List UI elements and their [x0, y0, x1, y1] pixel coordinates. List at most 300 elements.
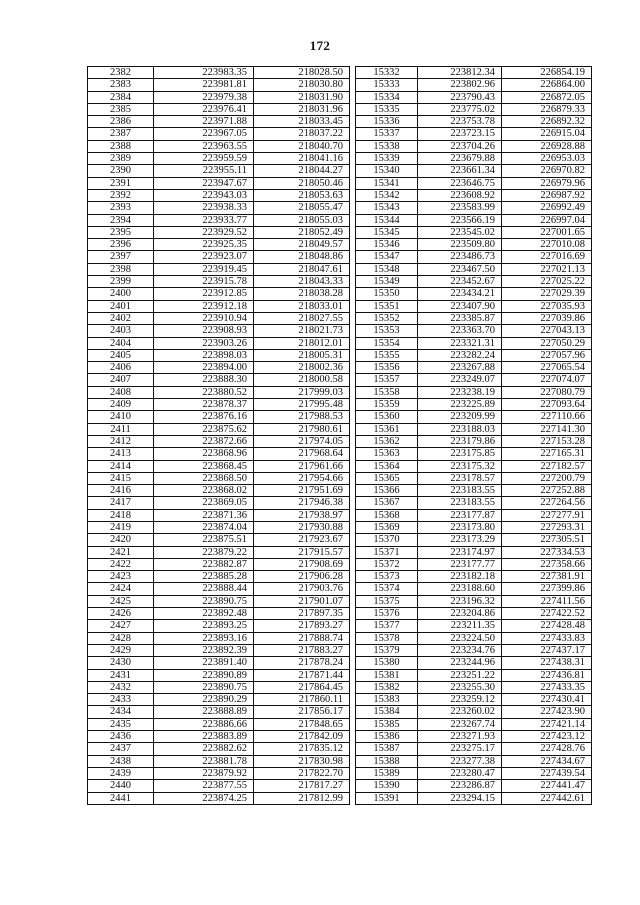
table-row	[88, 571, 592, 583]
right-point-id-cell: 15367	[356, 497, 418, 509]
left-y-cell: 218033.45	[254, 116, 350, 128]
left-point-id-cell: 2434	[88, 706, 154, 718]
left-y-cell: 217954.66	[254, 472, 350, 484]
left-point-id-cell: 2396	[88, 239, 154, 251]
right-x-cell: 223209.99	[418, 411, 502, 423]
right-point-id-cell: 15360	[356, 411, 418, 423]
left-y-cell: 217903.76	[254, 583, 350, 595]
left-x-cell: 223890.29	[154, 694, 254, 706]
right-x-cell: 223407.90	[418, 300, 502, 312]
right-y-cell: 227334.53	[502, 546, 592, 558]
left-x-cell: 223947.67	[154, 177, 254, 189]
right-point-id-cell: 15345	[356, 226, 418, 238]
left-y-cell: 217835.12	[254, 743, 350, 755]
left-x-cell: 223882.62	[154, 743, 254, 755]
left-x-cell: 223885.28	[154, 571, 254, 583]
right-x-cell: 223802.96	[418, 79, 502, 91]
left-point-id-cell: 2420	[88, 534, 154, 546]
table-row	[88, 300, 592, 312]
left-point-id-cell: 2407	[88, 374, 154, 386]
right-x-cell: 223812.34	[418, 67, 502, 79]
left-point-id-cell: 2423	[88, 571, 154, 583]
left-y-cell: 218040.70	[254, 140, 350, 152]
right-point-id-cell: 15333	[356, 79, 418, 91]
table-row	[88, 497, 592, 509]
left-y-cell: 217915.57	[254, 546, 350, 558]
right-point-id-cell: 15350	[356, 288, 418, 300]
left-x-cell: 223881.78	[154, 755, 254, 767]
left-point-id-cell: 2441	[88, 792, 154, 804]
table-row	[88, 706, 592, 718]
table-row	[88, 91, 592, 103]
left-x-cell: 223890.75	[154, 681, 254, 693]
right-x-cell: 223183.55	[418, 497, 502, 509]
left-y-cell: 218000.58	[254, 374, 350, 386]
table-row	[88, 177, 592, 189]
right-y-cell: 227358.66	[502, 558, 592, 570]
right-x-cell: 223175.85	[418, 448, 502, 460]
right-x-cell: 223267.74	[418, 718, 502, 730]
right-point-id-cell: 15359	[356, 399, 418, 411]
left-x-cell: 223925.35	[154, 239, 254, 251]
left-y-cell: 217923.67	[254, 534, 350, 546]
left-point-id-cell: 2391	[88, 177, 154, 189]
left-point-id-cell: 2383	[88, 79, 154, 91]
table-row	[88, 67, 592, 79]
right-x-cell: 223179.86	[418, 435, 502, 447]
right-point-id-cell: 15372	[356, 558, 418, 570]
left-y-cell: 218005.31	[254, 349, 350, 361]
left-x-cell: 223923.07	[154, 251, 254, 263]
right-y-cell: 227433.35	[502, 681, 592, 693]
right-y-cell: 227016.69	[502, 251, 592, 263]
right-y-cell: 227093.64	[502, 399, 592, 411]
right-point-id-cell: 15335	[356, 103, 418, 115]
table-row	[88, 189, 592, 201]
left-point-id-cell: 2387	[88, 128, 154, 140]
table-row	[88, 731, 592, 743]
table-row	[88, 349, 592, 361]
right-x-cell: 223545.02	[418, 226, 502, 238]
left-point-id-cell: 2438	[88, 755, 154, 767]
left-point-id-cell: 2426	[88, 608, 154, 620]
left-point-id-cell: 2424	[88, 583, 154, 595]
right-x-cell: 223486.73	[418, 251, 502, 263]
right-point-id-cell: 15365	[356, 472, 418, 484]
left-x-cell: 223883.89	[154, 731, 254, 743]
left-y-cell: 218033.01	[254, 300, 350, 312]
left-y-cell: 218043.33	[254, 276, 350, 288]
right-point-id-cell: 15380	[356, 657, 418, 669]
table-row	[88, 386, 592, 398]
right-x-cell: 223251.22	[418, 669, 502, 681]
left-y-cell: 217908.69	[254, 558, 350, 570]
left-y-cell: 217897.35	[254, 608, 350, 620]
left-x-cell: 223938.33	[154, 202, 254, 214]
right-point-id-cell: 15371	[356, 546, 418, 558]
left-y-cell: 217938.97	[254, 509, 350, 521]
left-y-cell: 217842.09	[254, 731, 350, 743]
right-point-id-cell: 15358	[356, 386, 418, 398]
right-x-cell: 223363.70	[418, 325, 502, 337]
table-row	[88, 755, 592, 767]
right-point-id-cell: 15351	[356, 300, 418, 312]
right-y-cell: 227153.28	[502, 435, 592, 447]
left-point-id-cell: 2422	[88, 558, 154, 570]
right-y-cell: 227065.54	[502, 362, 592, 374]
left-point-id-cell: 2409	[88, 399, 154, 411]
right-y-cell: 227399.86	[502, 583, 592, 595]
right-point-id-cell: 15366	[356, 485, 418, 497]
left-x-cell: 223910.94	[154, 312, 254, 324]
left-x-cell: 223891.40	[154, 657, 254, 669]
left-point-id-cell: 2418	[88, 509, 154, 521]
left-x-cell: 223908.93	[154, 325, 254, 337]
table-row	[88, 239, 592, 251]
right-x-cell: 223467.50	[418, 263, 502, 275]
left-x-cell: 223919.45	[154, 263, 254, 275]
right-y-cell: 227110.66	[502, 411, 592, 423]
left-point-id-cell: 2436	[88, 731, 154, 743]
left-point-id-cell: 2430	[88, 657, 154, 669]
right-x-cell: 223267.88	[418, 362, 502, 374]
table-row	[88, 337, 592, 349]
right-point-id-cell: 15334	[356, 91, 418, 103]
left-point-id-cell: 2429	[88, 644, 154, 656]
left-x-cell: 223898.03	[154, 349, 254, 361]
left-x-cell: 223877.55	[154, 780, 254, 792]
right-x-cell: 223753.78	[418, 116, 502, 128]
right-x-cell: 223238.19	[418, 386, 502, 398]
left-x-cell: 223880.52	[154, 386, 254, 398]
left-point-id-cell: 2399	[88, 276, 154, 288]
right-x-cell: 223183.55	[418, 485, 502, 497]
right-point-id-cell: 15390	[356, 780, 418, 792]
left-x-cell: 223893.16	[154, 632, 254, 644]
right-y-cell: 227411.56	[502, 595, 592, 607]
table-row	[88, 460, 592, 472]
right-x-cell: 223204.86	[418, 608, 502, 620]
right-point-id-cell: 15356	[356, 362, 418, 374]
right-x-cell: 223509.80	[418, 239, 502, 251]
left-y-cell: 217901.07	[254, 595, 350, 607]
right-y-cell: 226997.04	[502, 214, 592, 226]
left-point-id-cell: 2386	[88, 116, 154, 128]
right-x-cell: 223704.26	[418, 140, 502, 152]
left-y-cell: 217864.45	[254, 681, 350, 693]
left-point-id-cell: 2432	[88, 681, 154, 693]
right-y-cell: 227057.96	[502, 349, 592, 361]
left-point-id-cell: 2385	[88, 103, 154, 115]
right-y-cell: 227428.76	[502, 743, 592, 755]
left-y-cell: 217817.27	[254, 780, 350, 792]
left-y-cell: 218038.28	[254, 288, 350, 300]
table-row	[88, 251, 592, 263]
table-row	[88, 657, 592, 669]
left-x-cell: 223868.02	[154, 485, 254, 497]
left-y-cell: 217961.66	[254, 460, 350, 472]
right-y-cell: 227043.13	[502, 325, 592, 337]
table-row	[88, 448, 592, 460]
right-point-id-cell: 15383	[356, 694, 418, 706]
right-point-id-cell: 15373	[356, 571, 418, 583]
right-y-cell: 227442.61	[502, 792, 592, 804]
right-x-cell: 223385.87	[418, 312, 502, 324]
right-point-id-cell: 15387	[356, 743, 418, 755]
left-point-id-cell: 2435	[88, 718, 154, 730]
left-point-id-cell: 2425	[88, 595, 154, 607]
left-y-cell: 217951.69	[254, 485, 350, 497]
left-point-id-cell: 2405	[88, 349, 154, 361]
right-y-cell: 227428.48	[502, 620, 592, 632]
left-x-cell: 223981.81	[154, 79, 254, 91]
left-y-cell: 218028.50	[254, 67, 350, 79]
right-point-id-cell: 15362	[356, 435, 418, 447]
left-point-id-cell: 2404	[88, 337, 154, 349]
left-x-cell: 223967.05	[154, 128, 254, 140]
table-row	[88, 485, 592, 497]
left-y-cell: 217888.74	[254, 632, 350, 644]
right-x-cell: 223177.87	[418, 509, 502, 521]
right-y-cell: 227422.52	[502, 608, 592, 620]
right-point-id-cell: 15338	[356, 140, 418, 152]
right-y-cell: 226892.32	[502, 116, 592, 128]
right-point-id-cell: 15346	[356, 239, 418, 251]
left-point-id-cell: 2411	[88, 423, 154, 435]
left-y-cell: 217930.88	[254, 521, 350, 533]
right-y-cell: 226992.49	[502, 202, 592, 214]
left-y-cell: 217848.65	[254, 718, 350, 730]
right-y-cell: 226854.19	[502, 67, 592, 79]
right-y-cell: 227436.81	[502, 669, 592, 681]
left-point-id-cell: 2408	[88, 386, 154, 398]
left-point-id-cell: 2390	[88, 165, 154, 177]
left-y-cell: 217988.53	[254, 411, 350, 423]
left-y-cell: 217946.38	[254, 497, 350, 509]
right-point-id-cell: 15370	[356, 534, 418, 546]
right-point-id-cell: 15336	[356, 116, 418, 128]
table-row	[88, 509, 592, 521]
table-row	[88, 546, 592, 558]
left-y-cell: 218047.61	[254, 263, 350, 275]
right-x-cell: 223260.02	[418, 706, 502, 718]
right-point-id-cell: 15381	[356, 669, 418, 681]
left-x-cell: 223888.44	[154, 583, 254, 595]
right-point-id-cell: 15391	[356, 792, 418, 804]
left-point-id-cell: 2392	[88, 189, 154, 201]
right-y-cell: 226987.92	[502, 189, 592, 201]
right-y-cell: 226879.33	[502, 103, 592, 115]
left-point-id-cell: 2439	[88, 767, 154, 779]
right-point-id-cell: 15344	[356, 214, 418, 226]
left-y-cell: 218030.80	[254, 79, 350, 91]
right-y-cell: 227080.79	[502, 386, 592, 398]
left-x-cell: 223869.05	[154, 497, 254, 509]
right-x-cell: 223174.97	[418, 546, 502, 558]
left-point-id-cell: 2406	[88, 362, 154, 374]
right-y-cell: 226953.03	[502, 153, 592, 165]
table-row	[88, 632, 592, 644]
table-row	[88, 214, 592, 226]
left-point-id-cell: 2389	[88, 153, 154, 165]
right-point-id-cell: 15363	[356, 448, 418, 460]
left-x-cell: 223929.52	[154, 226, 254, 238]
left-y-cell: 218041.16	[254, 153, 350, 165]
table-row	[88, 263, 592, 275]
left-point-id-cell: 2397	[88, 251, 154, 263]
right-x-cell: 223277.38	[418, 755, 502, 767]
left-x-cell: 223888.30	[154, 374, 254, 386]
right-y-cell: 226915.04	[502, 128, 592, 140]
right-y-cell: 227381.91	[502, 571, 592, 583]
left-y-cell: 218049.57	[254, 239, 350, 251]
left-x-cell: 223886.66	[154, 718, 254, 730]
left-y-cell: 218031.96	[254, 103, 350, 115]
table-row	[88, 423, 592, 435]
right-x-cell: 223225.89	[418, 399, 502, 411]
right-x-cell: 223188.60	[418, 583, 502, 595]
left-y-cell: 218037.22	[254, 128, 350, 140]
left-y-cell: 217893.27	[254, 620, 350, 632]
left-y-cell: 218021.73	[254, 325, 350, 337]
left-x-cell: 223892.39	[154, 644, 254, 656]
left-y-cell: 218053.63	[254, 189, 350, 201]
table-row	[88, 694, 592, 706]
table-row	[88, 718, 592, 730]
right-y-cell: 226864.00	[502, 79, 592, 91]
right-point-id-cell: 15342	[356, 189, 418, 201]
right-y-cell: 227423.12	[502, 731, 592, 743]
left-y-cell: 218027.55	[254, 312, 350, 324]
left-y-cell: 218002.36	[254, 362, 350, 374]
left-point-id-cell: 2393	[88, 202, 154, 214]
page-number: 172	[309, 38, 331, 53]
right-y-cell: 227305.51	[502, 534, 592, 546]
table-row	[88, 780, 592, 792]
right-point-id-cell: 15337	[356, 128, 418, 140]
left-x-cell: 223890.75	[154, 595, 254, 607]
right-point-id-cell: 15340	[356, 165, 418, 177]
right-y-cell: 227438.31	[502, 657, 592, 669]
right-x-cell: 223452.67	[418, 276, 502, 288]
right-y-cell: 226872.05	[502, 91, 592, 103]
right-y-cell: 227165.31	[502, 448, 592, 460]
left-y-cell: 217968.64	[254, 448, 350, 460]
left-y-cell: 218052.49	[254, 226, 350, 238]
left-y-cell: 217980.61	[254, 423, 350, 435]
right-point-id-cell: 15375	[356, 595, 418, 607]
right-x-cell: 223723.15	[418, 128, 502, 140]
right-y-cell: 227021.13	[502, 263, 592, 275]
right-x-cell: 223661.34	[418, 165, 502, 177]
right-x-cell: 223196.32	[418, 595, 502, 607]
table-row	[88, 608, 592, 620]
right-point-id-cell: 15354	[356, 337, 418, 349]
right-x-cell: 223286.87	[418, 780, 502, 792]
left-point-id-cell: 2384	[88, 91, 154, 103]
left-x-cell: 223874.04	[154, 521, 254, 533]
right-y-cell: 227141.30	[502, 423, 592, 435]
right-y-cell: 227039.86	[502, 312, 592, 324]
right-x-cell: 223280.47	[418, 767, 502, 779]
right-x-cell: 223234.76	[418, 644, 502, 656]
left-y-cell: 217878.24	[254, 657, 350, 669]
right-x-cell: 223275.17	[418, 743, 502, 755]
right-point-id-cell: 15347	[356, 251, 418, 263]
table-row	[88, 595, 592, 607]
table-row	[88, 534, 592, 546]
left-y-cell: 217812.99	[254, 792, 350, 804]
right-y-cell: 227277.91	[502, 509, 592, 521]
right-point-id-cell: 15355	[356, 349, 418, 361]
left-x-cell: 223912.18	[154, 300, 254, 312]
left-x-cell: 223979.38	[154, 91, 254, 103]
right-y-cell: 227200.79	[502, 472, 592, 484]
left-x-cell: 223875.62	[154, 423, 254, 435]
left-point-id-cell: 2382	[88, 67, 154, 79]
left-point-id-cell: 2402	[88, 312, 154, 324]
right-point-id-cell: 15352	[356, 312, 418, 324]
right-point-id-cell: 15364	[356, 460, 418, 472]
right-y-cell: 227074.07	[502, 374, 592, 386]
left-y-cell: 218055.03	[254, 214, 350, 226]
table-row	[88, 669, 592, 681]
right-point-id-cell: 15382	[356, 681, 418, 693]
table-row	[88, 103, 592, 115]
right-point-id-cell: 15374	[356, 583, 418, 595]
table-row	[88, 644, 592, 656]
right-point-id-cell: 15357	[356, 374, 418, 386]
right-point-id-cell: 15389	[356, 767, 418, 779]
left-x-cell: 223876.16	[154, 411, 254, 423]
right-y-cell: 227182.57	[502, 460, 592, 472]
table-row	[88, 399, 592, 411]
table-row	[88, 128, 592, 140]
left-point-id-cell: 2433	[88, 694, 154, 706]
left-x-cell: 223963.55	[154, 140, 254, 152]
left-y-cell: 217822.70	[254, 767, 350, 779]
left-point-id-cell: 2417	[88, 497, 154, 509]
left-x-cell: 223983.35	[154, 67, 254, 79]
table-row	[88, 767, 592, 779]
left-x-cell: 223903.26	[154, 337, 254, 349]
table-row	[88, 226, 592, 238]
left-point-id-cell: 2421	[88, 546, 154, 558]
right-x-cell: 223608.92	[418, 189, 502, 201]
right-y-cell: 227029.39	[502, 288, 592, 300]
left-x-cell: 223943.03	[154, 189, 254, 201]
table-row	[88, 288, 592, 300]
left-x-cell: 223971.88	[154, 116, 254, 128]
table-row	[88, 276, 592, 288]
right-y-cell: 227433.83	[502, 632, 592, 644]
table-row	[88, 79, 592, 91]
left-point-id-cell: 2419	[88, 521, 154, 533]
right-point-id-cell: 15369	[356, 521, 418, 533]
left-x-cell: 223868.96	[154, 448, 254, 460]
right-point-id-cell: 15379	[356, 644, 418, 656]
left-x-cell: 223888.89	[154, 706, 254, 718]
right-point-id-cell: 15348	[356, 263, 418, 275]
right-point-id-cell: 15349	[356, 276, 418, 288]
right-y-cell: 227010.08	[502, 239, 592, 251]
left-x-cell: 223878.37	[154, 399, 254, 411]
table-row	[88, 312, 592, 324]
left-point-id-cell: 2398	[88, 263, 154, 275]
left-x-cell: 223894.00	[154, 362, 254, 374]
right-y-cell: 227439.54	[502, 767, 592, 779]
table-row	[88, 792, 592, 804]
